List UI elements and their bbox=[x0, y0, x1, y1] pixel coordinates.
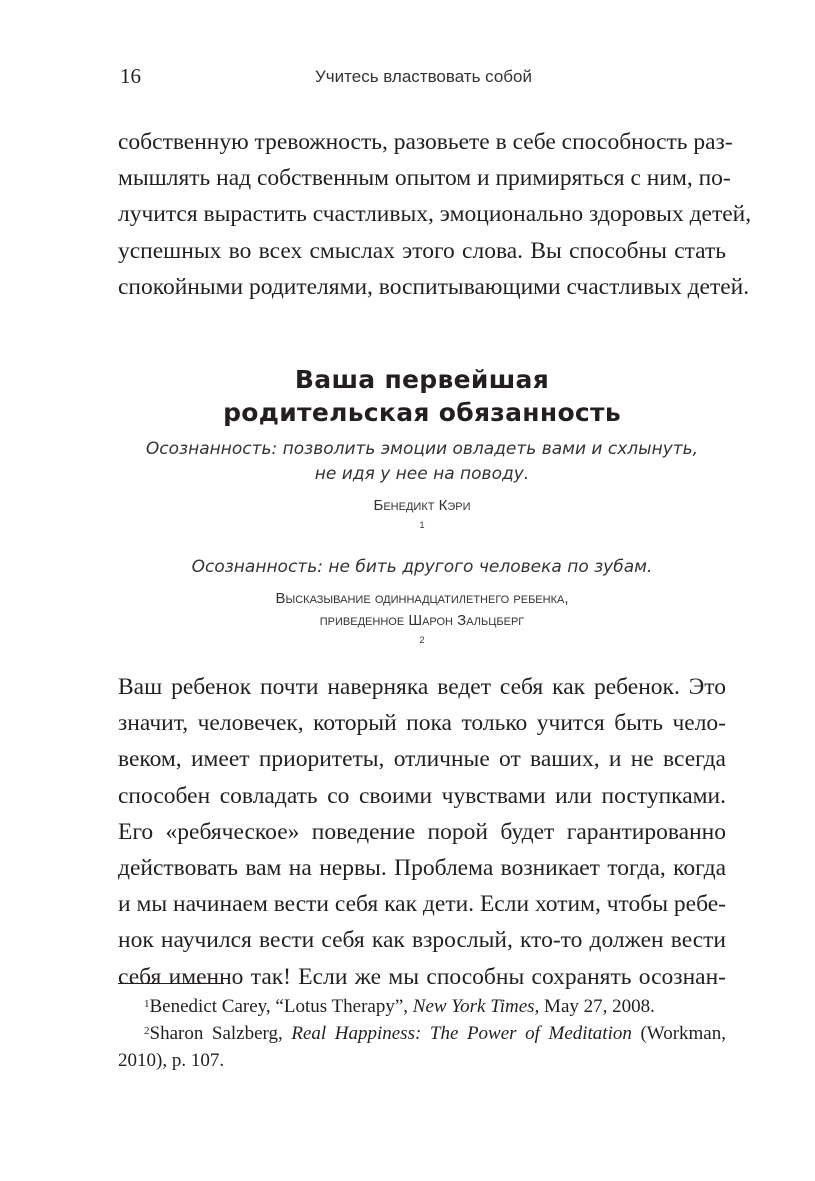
running-title: Учитесь властвовать собой bbox=[315, 67, 532, 86]
paragraph-line: Его «ребяческое» поведение порой будет гарантированно bbox=[118, 818, 726, 845]
paragraph-line: мышлять над собственным опытом и примиряться с ним, по- bbox=[118, 165, 731, 192]
epigraph-quote-line: Осознанность: не бить другого человека по зубам. bbox=[191, 557, 653, 577]
paragraph-intro bbox=[118, 124, 752, 305]
epigraph-2 bbox=[118, 555, 726, 654]
footnote-text: Sharon Salzberg, bbox=[149, 1023, 292, 1044]
paragraph-line: лучится вырастить счастливых, эмоционально здоровых детей, bbox=[118, 201, 752, 228]
paragraph-line: значит, человечек, который пока только учится быть чело- bbox=[118, 710, 726, 737]
footnote-2 bbox=[118, 1020, 726, 1074]
footnote-1 bbox=[118, 993, 726, 1020]
epigraph-author bbox=[118, 588, 726, 654]
paragraph-line: успешных во всех смыслах этого слова. Вы способны стать bbox=[118, 237, 726, 264]
section-heading bbox=[118, 363, 726, 429]
section-heading-line-1: Ваша первейшая bbox=[294, 364, 550, 394]
epigraph-quote bbox=[118, 555, 726, 580]
paragraph-line: нок научился вести себя как взрослый, кто-то должен вести bbox=[118, 927, 726, 954]
footnotes bbox=[118, 993, 726, 1074]
epigraph-1 bbox=[118, 437, 726, 539]
footnote-text: (Workman, 2010), p. 107. bbox=[118, 1023, 726, 1071]
footnote-text: Benedict Carey, “Lotus Therapy”, bbox=[149, 996, 413, 1017]
footnote-number: 1 bbox=[144, 998, 150, 1010]
footnote-ref-1[interactable]: 1 bbox=[419, 520, 425, 530]
epigraph-author-line: Высказывание одиннадцатилетнего ребенка, bbox=[275, 590, 569, 607]
footnote-source: Real Happiness: The Power of Meditation bbox=[291, 1023, 632, 1044]
footnote-divider bbox=[118, 983, 224, 984]
epigraph-author bbox=[118, 495, 726, 539]
paragraph-line: действовать вам на нервы. Проблема возникает тогда, когда bbox=[118, 855, 726, 882]
paragraph-main bbox=[118, 669, 726, 995]
paragraph-line: веком, имеет приоритеты, отличные от ваших, и не всегда bbox=[118, 746, 726, 773]
epigraph-quote bbox=[118, 437, 726, 487]
epigraph-quote-line: не идя у нее на поводу. bbox=[314, 464, 530, 484]
paragraph-line: собственную тревожность, разовьете в себе способность раз- bbox=[118, 129, 733, 155]
epigraph-author-line: приведенное Шарон Зальцберг bbox=[319, 612, 525, 629]
section-heading-line-2: родительская обязанность bbox=[223, 397, 621, 427]
running-header bbox=[120, 64, 726, 94]
epigraph-author-name: Бенедикт Кэри bbox=[373, 497, 471, 514]
footnote-source: New York Times, bbox=[412, 996, 540, 1017]
paragraph-line: Ваш ребенок почти наверняка ведет себя как ребенок. Это bbox=[118, 674, 726, 700]
epigraph-quote-line: Осознанность: позволить эмоции овладеть вами и схлынуть, bbox=[145, 439, 699, 459]
paragraph-line: и мы начинаем вести себя как дети. Если хотим, чтобы ребе- bbox=[118, 891, 726, 918]
paragraph-line: спокойными родителями, воспитывающими счастливых детей. bbox=[118, 273, 750, 300]
footnote-ref-2[interactable]: 2 bbox=[419, 635, 425, 645]
paragraph-line: себя именно так! Если же мы способны сохранять осознан- bbox=[118, 963, 726, 990]
footnote-text: May 27, 2008. bbox=[539, 996, 655, 1017]
page-number: 16 bbox=[120, 64, 141, 88]
footnote-number: 2 bbox=[144, 1025, 150, 1037]
paragraph-line: способен совладать со своими чувствами или поступками. bbox=[118, 782, 726, 809]
